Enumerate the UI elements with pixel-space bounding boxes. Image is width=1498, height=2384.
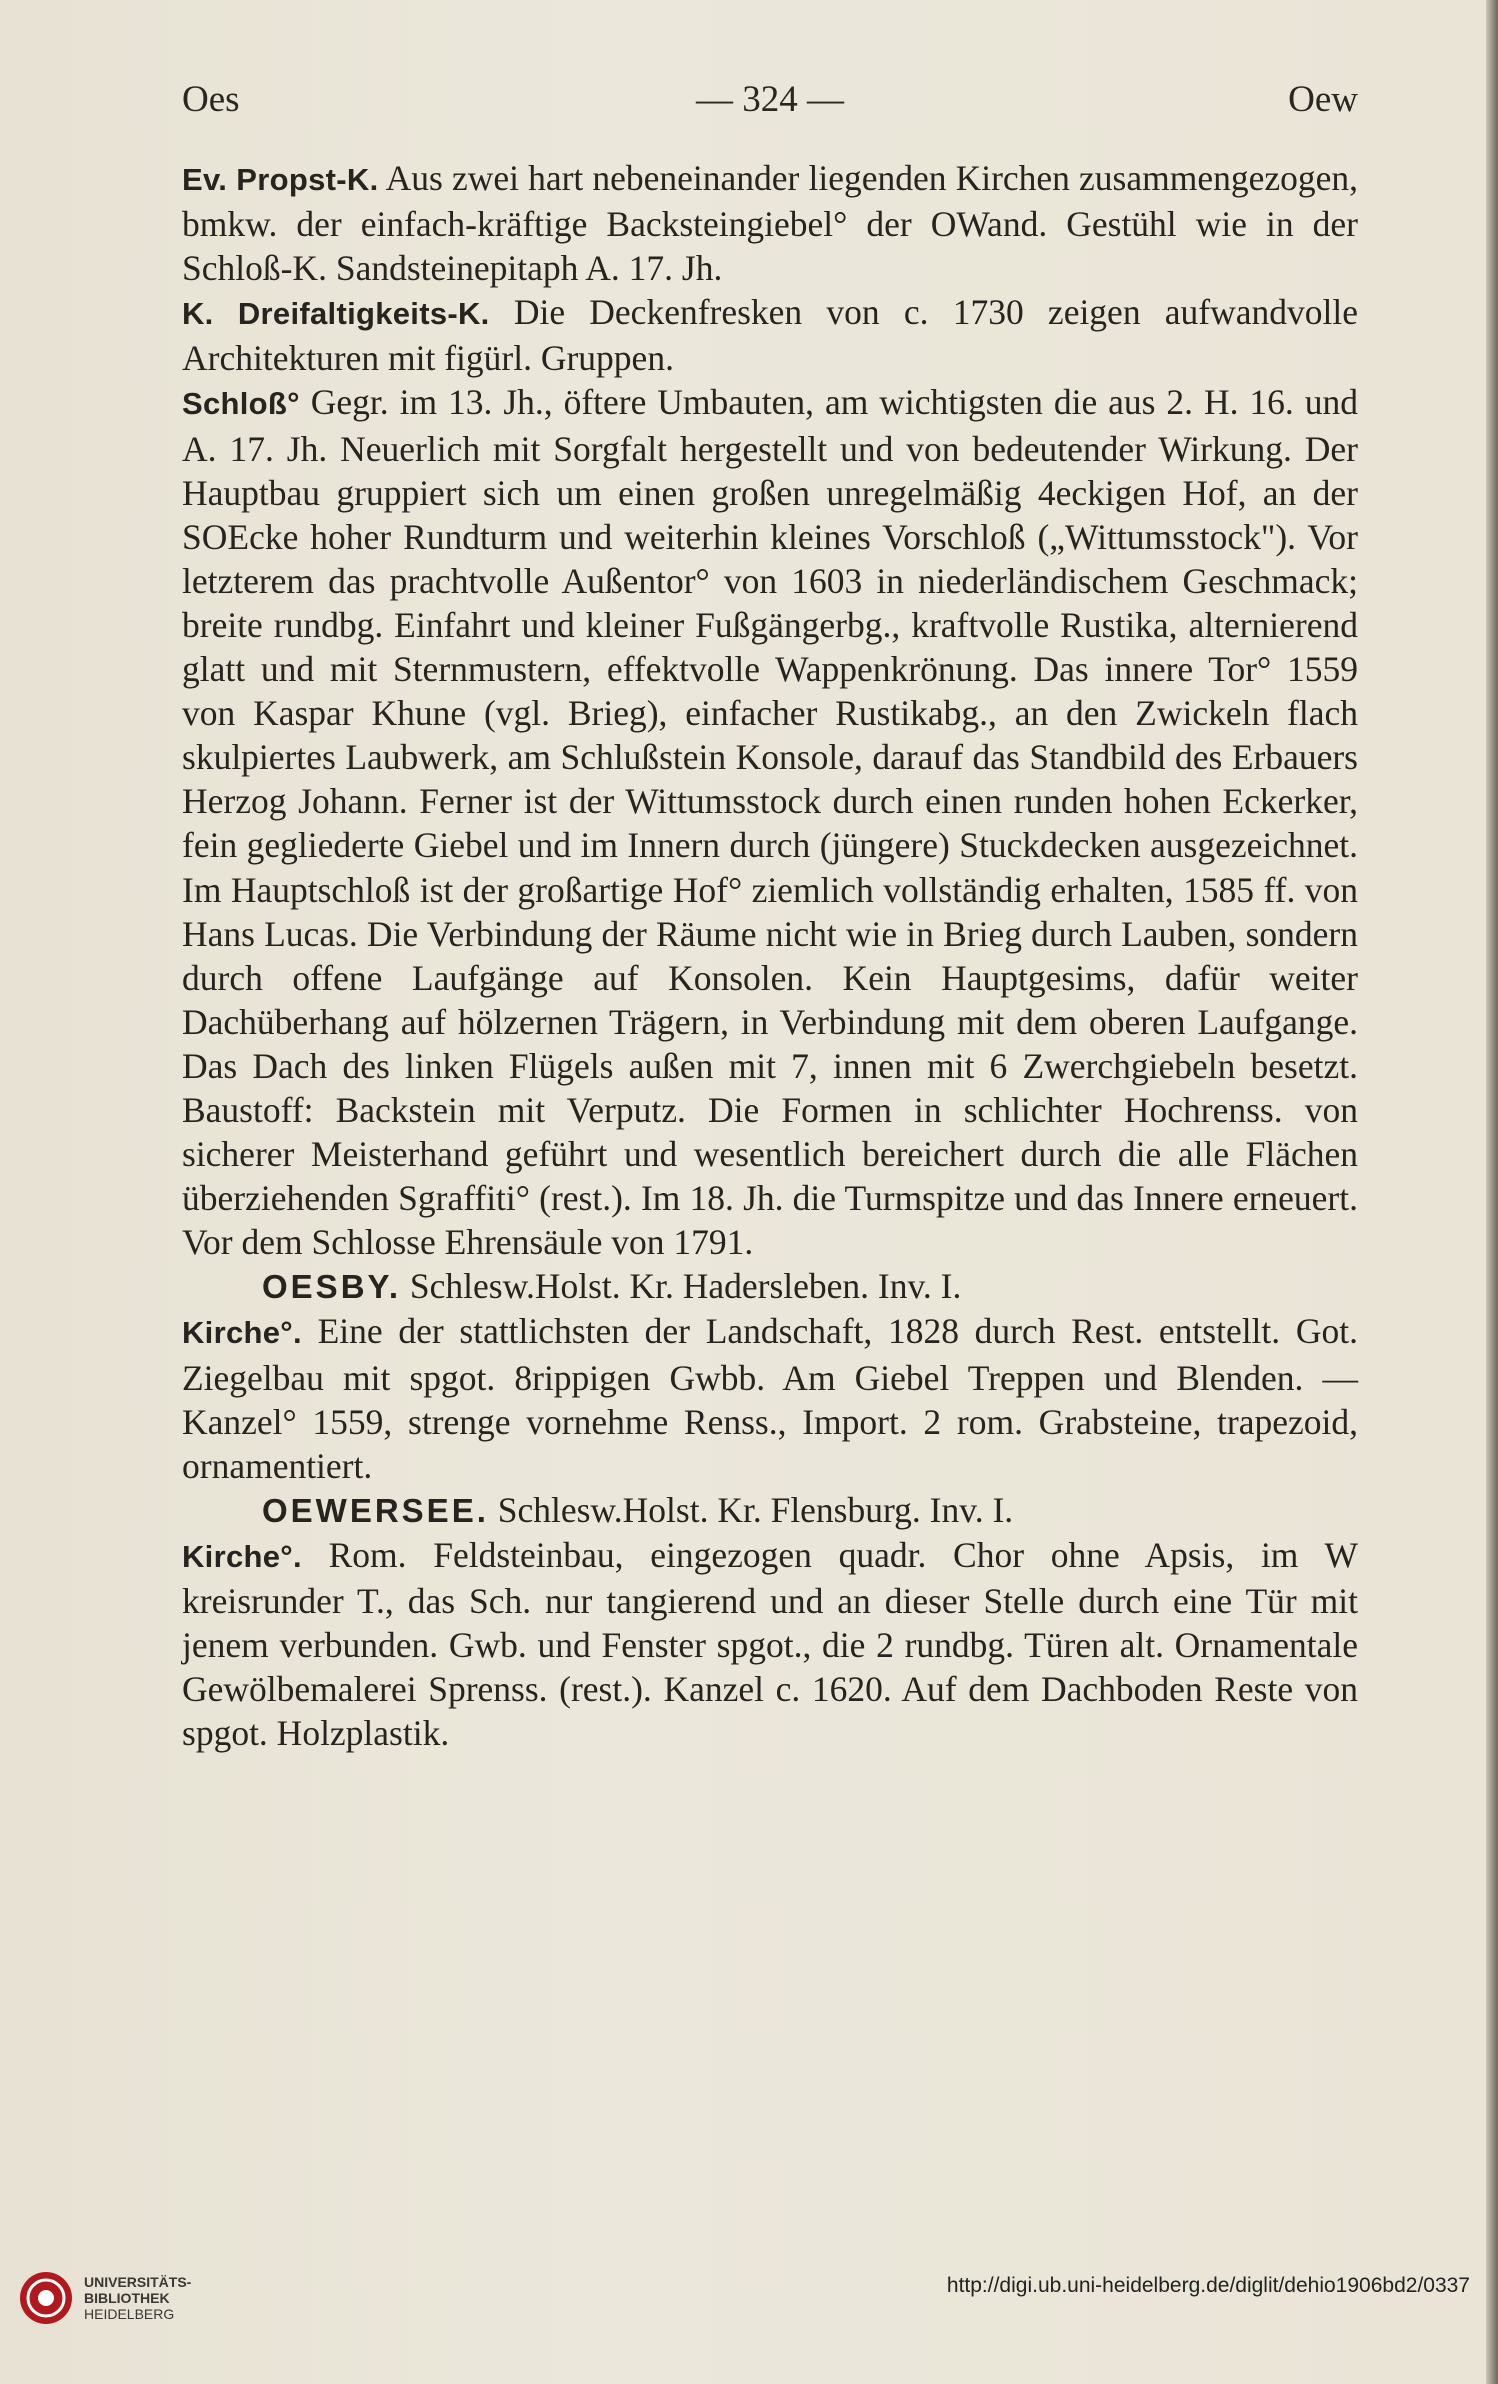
entry-lead: Ev. Propst-K. [182, 162, 379, 197]
entry-text: Aus zwei hart nebeneinander liegenden Kirchen zusammengezogen, bmkw. der einfach-kräftige Backsteingiebel° der OWand. Gestühl wie in der Schloß-K. Sandsteinepitaph A. 17. Jh. [182, 158, 1358, 289]
place-name: OESBY. [262, 1268, 402, 1306]
library-name-line: UNIVERSITÄTS- [84, 2274, 192, 2290]
library-name-line: BIBLIOTHEK [84, 2290, 170, 2306]
running-header [182, 78, 1358, 130]
place-heading-oewersee [182, 1488, 1358, 1533]
place-info: Schlesw.Holst. Kr. Hadersleben. Inv. I. [401, 1266, 962, 1307]
entry-text: Rom. Feldsteinbau, eingezogen quadr. Chor ohne Apsis, im W kreisrunder T., das Sch. nur tangierend und an dieser Stelle durch eine Tür mit jenem verbunden. Gwb. und Fenster spgot., die 2 rundbg. Türen alt. Ornamentale Gewölbemalerei Sprenss. (rest.). Kanzel c. 1620. Auf dem Dachboden Reste von spgot. Holzplastik. [182, 1534, 1358, 1754]
entry-lead: Kirche°. [182, 1538, 302, 1574]
entry-lead: K. Dreifaltigkeits-K. [182, 296, 490, 332]
page-spine-shadow [1486, 0, 1498, 2384]
library-seal-icon [18, 2270, 74, 2326]
entry-k-dreifaltigkeits-k [182, 290, 1358, 380]
place-name: OEWERSEE. [262, 1491, 489, 1529]
digitization-footer [0, 2270, 1486, 2370]
library-name-line: HEIDELBERG [84, 2306, 175, 2322]
page-number: — 324 — [696, 79, 844, 120]
place-info: Schlesw.Holst. Kr. Flensburg. Inv. I. [488, 1489, 1014, 1530]
entry-text: Gegr. im 13. Jh., öftere Umbauten, am wichtigsten die aus 2. H. 16. und A. 17. Jh. Neuerlich mit Sorgfalt hergestellt und von bedeutender Wirkung. Der Hauptbau gruppiert sich um einen großen unregelmäßig 4eckigen Hof, an der SOEcke hoher Rundturm und weiterhin kleines Vorschloß („Wittumsstock"). Vor letzterem das prachtvolle Außentor° von 1603 in niederländischem Geschmack; breite rundbg. Einfahrt und kleiner Fußgängerbg., kraftvolle Rustika, alternierend glatt und mit Sternmustern, effektvolle Wappenkrönung. Das innere Tor° 1559 von Kaspar Khune (vgl. Brieg), einfacher Rustikabg., an den Zwickeln flach skulpiertes Laubwerk, am Schlußstein Konsole, darauf das Standbild des Erbauers Herzog Johann. Ferner ist der Wittumsstock durch einen runden hohen Eckerker, fein gegliederte Giebel und im Innern durch (jüngere) Stuckdecken ausgezeichnet. Im Hauptschloß ist der großartige Hof° ziemlich vollständig erhalten, 1585 ff. von Hans Lucas. Die Verbindung der Räume nicht wie in Brieg durch Lauben, sondern durch offene Laufgänge auf Konsolen. Kein Hauptgesims, dafür weiter Dachüberhang auf hölzernen Trägern, in Verbindung mit dem oberen Laufgange. Das Dach des linken Flügels außen mit 7, innen mit 6 Zwerchgiebeln besetzt. Baustoff: Backstein mit Verputz. Die Formen in schlichter Hochrenss. von sicherer Meisterhand geführt und wesentlich bereichert durch die alle Flächen überziehenden Sgraffiti° (rest.). Im 18. Jh. die Turmspitze und das Innere erneuert. Vor dem Schlosse Ehrensäule von 1791. [182, 382, 1358, 1263]
entry-oewersee-kirche [182, 1533, 1358, 1755]
header-left: Oes [182, 79, 240, 120]
header-right: Oew [1288, 79, 1358, 120]
entry-oesby-kirche [182, 1309, 1358, 1487]
library-name [84, 2274, 191, 2322]
place-heading-oesby [182, 1264, 1358, 1309]
source-url[interactable]: http://digi.ub.uni-heidelberg.de/diglit/dehio1906bd2/0337 [946, 2274, 1470, 2297]
entry-text: Die Deckenfresken von c. 1730 zeigen aufwandvolle Architekturen mit figürl. Gruppen. [182, 292, 1358, 379]
page-body [182, 156, 1358, 1755]
entry-text: Eine der stattlichsten der Landschaft, 1828 durch Rest. entstellt. Got. Ziegelbau mit spgot. 8rippigen Gwbb. Am Giebel Treppen und Blenden. — Kanzel° 1559, strenge vornehme Renss., Import. 2 rom. Grabsteine, trapezoid, ornamentiert. [182, 1311, 1358, 1486]
entry-ev-propst-k [182, 156, 1358, 290]
entry-lead: Schloß° [182, 386, 300, 422]
entry-lead: Kirche°. [182, 1315, 302, 1351]
entry-schloss [182, 380, 1358, 1264]
